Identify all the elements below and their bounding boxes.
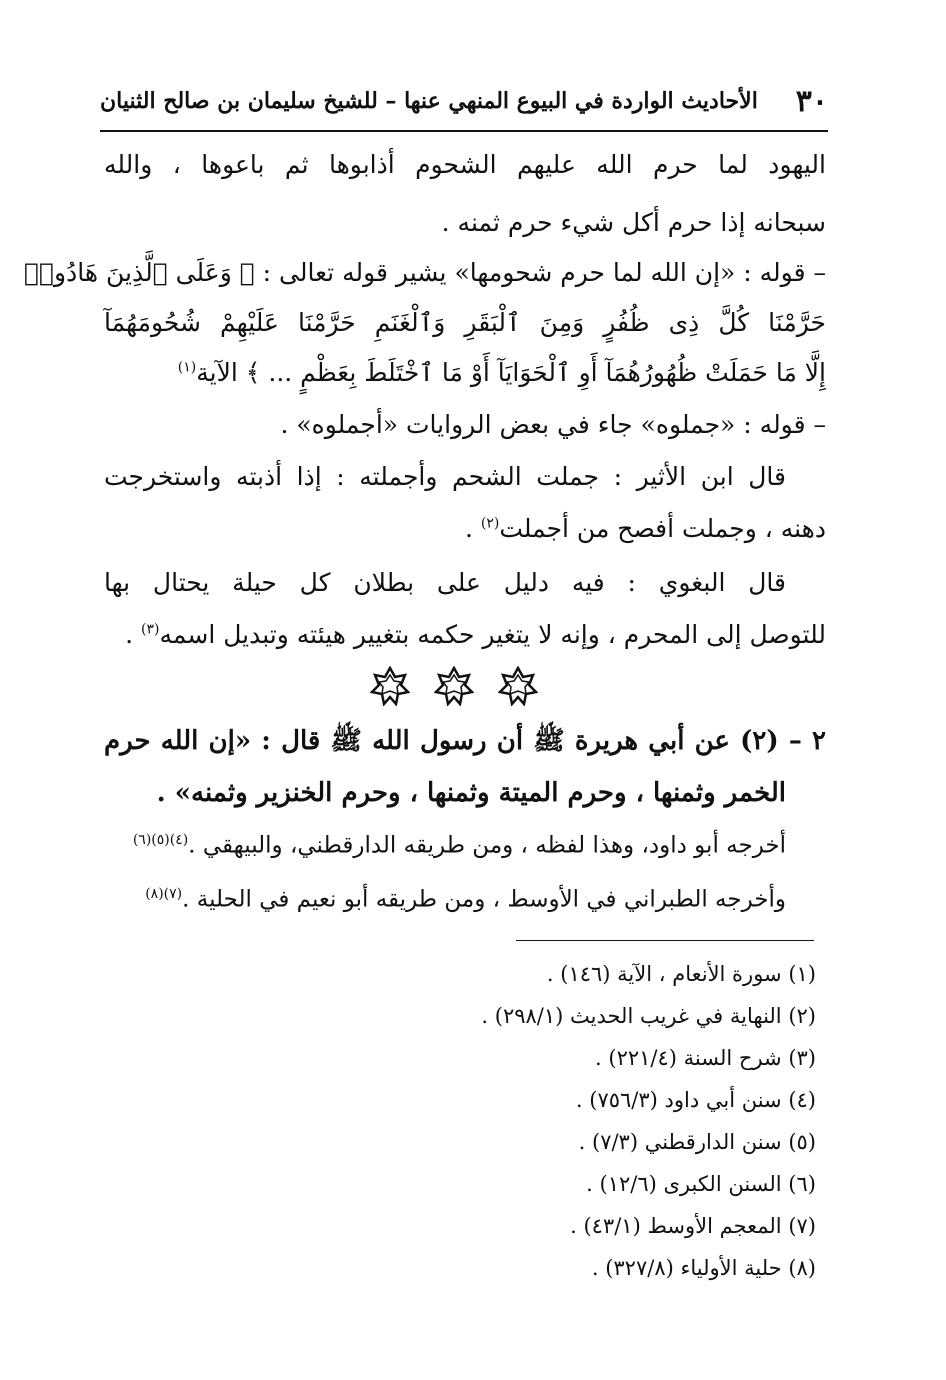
body-line: للتوصل إلى المحرم ، وإنه لا يتغير حكمه بتغيير هيئته وتبديل اسمه$^{(٣)}$ .: [125, 620, 826, 649]
footnote-ref: (٧): [163, 886, 183, 902]
footnote-ref: (٦): [132, 832, 152, 848]
header-divider: [100, 130, 828, 132]
footnote-ref: (١): [177, 359, 197, 376]
footnote-ref: (٨): [145, 886, 164, 902]
hadith-line: الخمر وثمنها ، وحرم الميتة وثمنها ، وحرم الخنزير وثمنه» .: [156, 778, 786, 808]
footnote-ref: (٢): [480, 515, 500, 532]
page-number: ٣٠: [795, 84, 828, 119]
footnote-divider: [516, 940, 814, 941]
footnote: (٣) شرح السنة (٢٢١/٤) .: [595, 1046, 816, 1070]
footnote: (٦) السنن الكبرى (١٢/٦) .: [586, 1172, 816, 1196]
page-header: [100, 84, 828, 124]
body-line: – قوله : «جملوه» جاء في بعض الروايات «أجملوه» .: [280, 410, 826, 439]
body-line: دهنه ، وجملت أفصح من أجملت$^{(٢)}$ .: [464, 514, 826, 543]
footnote: (٧) المعجم الأوسط (٤٣/١) .: [570, 1214, 816, 1238]
footnote: (٨) حلية الأولياء (٣٢٧/٨) .: [591, 1256, 816, 1280]
body-line: قال البغوي : فيه دليل على بطلان كل حيلة يحتال بها: [104, 568, 787, 597]
hadith-line: ٢ – (٢) عن أبي هريرة ﷺ أن رسول الله ﷺ قال : «إن الله حرم: [104, 726, 826, 756]
footnote: (٢) النهاية في غريب الحديث (٢٩٨/١) .: [481, 1004, 816, 1028]
footnote: (٤) سنن أبي داود (٧٥٦/٣) .: [575, 1088, 816, 1112]
body-line: أخرجه أبو داود، وهذا لفظه ، ومن طريقه الدارقطني، والبيهقي .$^{(٤)(٥)(٦)}$: [132, 832, 786, 859]
footnote-ref: (٥): [151, 832, 170, 848]
body-line: قال ابن الأثير : جملت الشحم وأجملته : إذا أذبته واستخرجت: [104, 462, 786, 491]
ornament-star-icon: [434, 666, 474, 706]
body-line: وأخرجه الطبراني في الأوسط ، ومن طريقه أبو نعيم في الحلية .$^{(٧)(٨)}$: [145, 886, 786, 913]
running-title: الأحاديث الواردة في البيوع المنهي عنها – للشيخ سليمان بن صالح الثنيان: [100, 88, 758, 114]
footnote-ref: (٤): [169, 832, 189, 848]
ornament-star-icon: [370, 666, 410, 706]
footnote-ref: (٣): [141, 621, 160, 638]
section-ornaments: [370, 666, 540, 706]
ornament-star-icon: [498, 666, 538, 706]
footnote: (١) سورة الأنعام ، الآية (١٤٦) .: [546, 962, 816, 986]
quran-line: إِلَّا مَا حَمَلَتْ ظُهُورُهُمَآ أَوِ ٱلْحَوَايَآ أَوْ مَا ٱخْتَلَطَ بِعَظْمٍ ... ﴾ الآية$^{(١)}$: [177, 358, 826, 387]
body-line: – قوله : «إن الله لما حرم شحومها» يشير قوله تعالى : ﴿ وَعَلَى ٱلَّذِينَ هَادُوا۟: [24, 258, 826, 287]
body-line: سبحانه إذا حرم أكل شيء حرم ثمنه .: [441, 208, 826, 237]
footnote: (٥) سنن الدارقطني (٧/٣) .: [578, 1130, 816, 1154]
quran-line: حَرَّمْنَا كُلَّ ذِى ظُفُرٍ وَمِنَ ٱلْبَقَرِ وَٱلْغَنَمِ حَرَّمْنَا عَلَيْهِمْ شُحُومَهُمَآ: [104, 308, 826, 337]
body-line: اليهود لما حرم الله عليهم الشحوم أذابوها ثم باعوها ، والله: [104, 150, 826, 179]
